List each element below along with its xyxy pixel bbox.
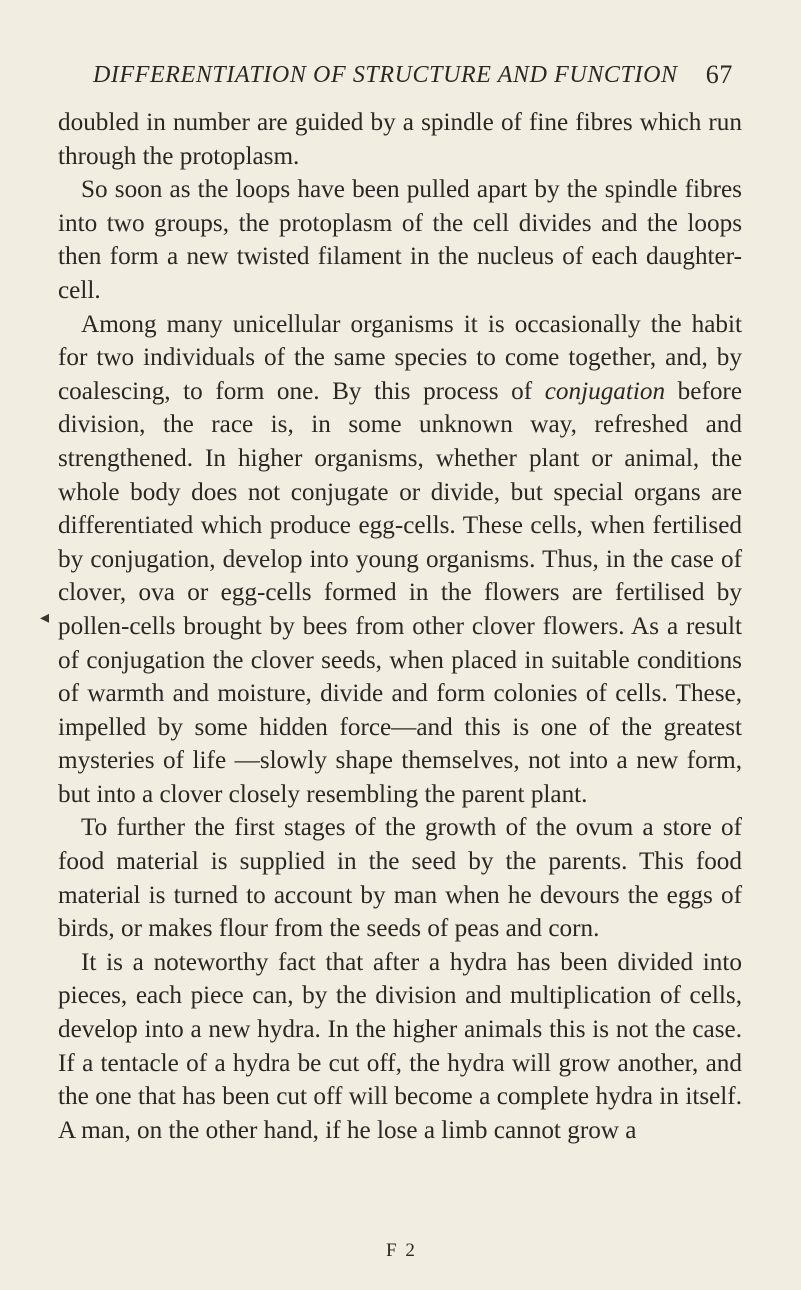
paragraph [58,106,742,173]
running-head-title: DIFFERENTIATION OF STRUCTURE AND FUNCTION [93,62,678,88]
text-run: So soon as the loops have been pulled apart by the spindle fibres into two groups, the protoplasm of the cell divides and the loops then form a new twisted filament in the nucleus of each daughter-cell. [58,176,742,304]
text-run: before division, the race is, in some unknown way, refreshed and strengthened. In higher organisms, whether plant or animal, the whole body does not conjugate or divide, but special organs are differentiated which produce egg-cells. These cells, when fertilised by conjugation, develop into young organisms. Thus, in the case of clover, ova or egg-cells formed in the flowers are fertilised by pollen-cells brought by bees from other clover flowers. As a result of conjugation the clover seeds, when placed in suitable conditions of warmth and moisture, divide and form colonies of cells. These, impelled by some hidden force—and this is one of the greatest mysteries of life —slowly shape themselves, not into a new form, but into a clover closely resembling the parent plant. [58,377,742,808]
running-head [93,62,733,89]
paragraph [58,173,742,307]
text-run: To further the first stages of the growth of the ovum a store of food material is supplied in the seed by the parents. This food material is turned to account by man when he devours the eggs of birds, or makes flour from the seeds of peas and corn. [58,814,742,943]
text-run: Among many unicellular organisms it is occasionally the habit for two individuals of the same species to come together, and, by coalescing, to form one. By this process of [58,310,742,405]
paragraph [58,308,742,812]
text-run: It is a noteworthy fact that after a hydra has been divided into pieces, each piece can, by the division and multiplication of cells, develop into a new hydra. In the higher animals this is not the case. If a tentacle of a hydra be cut off, the hydra will grow another, and the one that has been cut off will become a complete hydra in itself. A man, on the other hand, if he lose a limb cannot grow a [58,948,742,1144]
body-text [58,106,742,1147]
margin-mark: ◂ [40,607,50,627]
text-run: doubled in number are guided by a spindle of fine fibres which run through the protoplasm. [58,109,742,170]
signature-mark: F 2 [386,1240,417,1261]
italic-term: conjugation [544,377,666,405]
paragraph [58,811,742,945]
page-number: 67 [705,60,733,89]
paragraph [58,946,742,1148]
